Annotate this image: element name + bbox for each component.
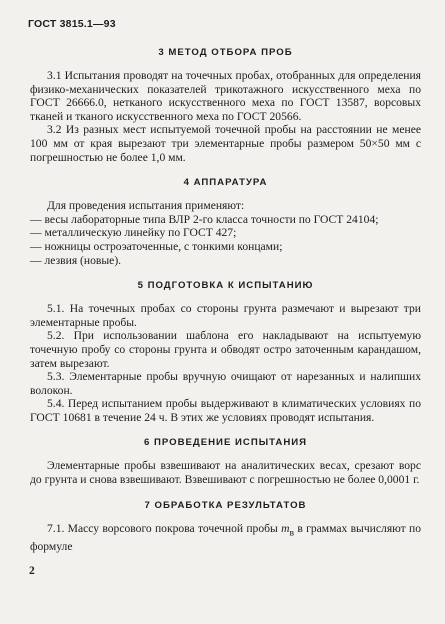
paragraph-5-3: 5.3. Элементарные пробы вручную очищают от нарезанных и налипших волокон. — [30, 370, 421, 397]
apparatus-item: — металлическую линейку по ГОСТ 427; — [30, 226, 237, 240]
mass-variable: m — [281, 521, 290, 535]
apparatus-item: — весы лабораторные типа ВЛР 2-го класса точности по ГОСТ 24104; — [30, 212, 379, 226]
paragraph-6: Элементарные пробы взвешивают на аналитических весах, срезают ворс до грунта и снова взвешивают. Взвешивают с погрешностью не более 0,0001 г. — [30, 459, 421, 487]
page-number: 2 — [29, 565, 35, 577]
apparatus-intro: Для проведения испытания применяют: — [47, 199, 245, 213]
paragraph-5-1: 5.1. На точечных пробах со стороны грунта размечают и вырезают три элементарные пробы. — [30, 302, 421, 329]
section-title-5: 5 ПОДГОТОВКА К ИСПЫТАНИЮ — [137, 280, 314, 292]
paragraph-7-1-text-start: 7.1. Массу ворсового покрова точечной пробы — [47, 521, 282, 535]
paragraph-7-1 — [30, 522, 421, 554]
document-header: ГОСТ 3815.1—93 — [28, 18, 116, 30]
section-title-3: 3 МЕТОД ОТБОРА ПРОБ — [158, 47, 293, 58]
paragraph-7-1-text-end: в граммах вычисляют по формуле — [30, 521, 421, 553]
mass-variable-subscript: в — [289, 526, 295, 538]
section-title-6: 6 ПРОВЕДЕНИЕ ИСПЫТАНИЯ — [143, 437, 308, 449]
section-title-4: 4 АППАРАТУРА — [183, 177, 268, 189]
apparatus-item: — лезвия (новые). — [30, 253, 122, 267]
paragraph-5-2: 5.2. При использовании шаблона его накладывают на испытуемую точечную пробу со стороны грунта и обводят остро заточенным карандашом, затем вырезают. — [30, 329, 421, 370]
section-title-7: 7 ОБРАБОТКА РЕЗУЛЬТАТОВ — [144, 499, 307, 511]
paragraph-3-2: 3.2 Из разных мест испытуемой точечной пробы на расстоянии не менее 100 мм от края вырезают три элементарные пробы размером 50×50 мм с погрешностью не более 1,0 мм. — [30, 123, 421, 164]
paragraph-3-1: 3.1 Испытания проводят на точечных пробах, отобранных для определения физико-механических показателей трикотажного искусственного меха по ГОСТ 26666.0, нетканого искусственного меха по ГОСТ 13587, ворсовых тканей и тканого искусственного меха по ГОСТ 20566. — [30, 69, 421, 123]
paragraph-5-4: 5.4. Перед испытанием пробы выдерживают в климатических условиях по ГОСТ 10681 в течение 24 ч. В этих же условиях проводят испытания. — [30, 397, 421, 424]
apparatus-item: — ножницы остроэаточенные, с тонкими концами; — [30, 239, 283, 253]
